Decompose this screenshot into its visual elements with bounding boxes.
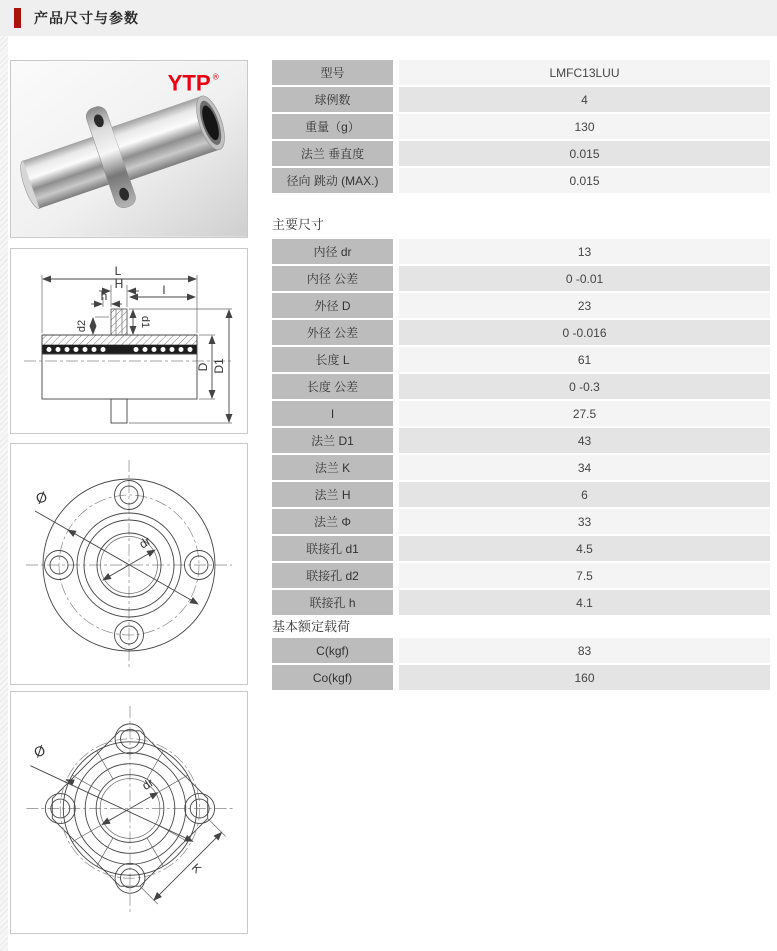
dim-flange-bolt-circle: Ø xyxy=(31,741,48,761)
row-value: 160 xyxy=(399,665,770,690)
table-row xyxy=(272,455,770,480)
row-value: 34 xyxy=(399,455,770,480)
row-value: 7.5 xyxy=(399,563,770,588)
rated-load-table xyxy=(272,638,770,692)
brand-reg-mark: ® xyxy=(212,72,219,82)
table-row xyxy=(272,141,770,166)
dim-d2: d2 xyxy=(76,319,88,333)
row-label: Co(kgf) xyxy=(272,665,393,690)
main-dimensions-table xyxy=(272,239,770,617)
row-value: LMFC13LUU xyxy=(399,60,770,85)
row-value: 0 -0.016 xyxy=(399,320,770,345)
table-row xyxy=(272,114,770,139)
row-value: 4.5 xyxy=(399,536,770,561)
row-label: 重量（g） xyxy=(272,114,393,139)
row-label: 长度 公差 xyxy=(272,374,393,399)
row-label: 外径 D xyxy=(272,293,393,318)
table-row xyxy=(272,239,770,264)
table-row xyxy=(272,482,770,507)
dim-h: h xyxy=(100,289,108,303)
row-label: 法兰 K xyxy=(272,455,393,480)
table-row xyxy=(272,266,770,291)
row-label: 球例数 xyxy=(272,87,393,112)
row-label: 径向 跳动 (MAX.) xyxy=(272,168,393,193)
row-value: 0.015 xyxy=(399,141,770,166)
product-photo-panel xyxy=(10,60,248,238)
row-label: 内径 公差 xyxy=(272,266,393,291)
row-value: 4 xyxy=(399,87,770,112)
row-label: 内径 dr xyxy=(272,239,393,264)
row-value: 27.5 xyxy=(399,401,770,426)
row-label: 型号 xyxy=(272,60,393,85)
dim-H: H xyxy=(114,277,124,291)
dim-D1: D1 xyxy=(212,358,226,374)
table-row xyxy=(272,293,770,318)
row-value: 0 -0.01 xyxy=(399,266,770,291)
dim-flange-bolt-circle: Ø xyxy=(33,488,50,507)
table-row xyxy=(272,638,770,663)
square-flange-drawing xyxy=(11,692,247,933)
row-value: 13 xyxy=(399,239,770,264)
row-value: 4.1 xyxy=(399,590,770,615)
row-value: 33 xyxy=(399,509,770,534)
rated-load-heading: 基本额定载荷 xyxy=(272,619,351,634)
table-row xyxy=(272,60,770,85)
round-flange-drawing-panel xyxy=(10,443,248,685)
page-header xyxy=(0,0,777,36)
main-dimensions-heading: 主要尺寸 xyxy=(272,217,325,232)
dim-D: D xyxy=(196,362,210,372)
basic-spec-table xyxy=(272,60,770,195)
page-margin-hatch xyxy=(0,0,8,951)
dim-l: l xyxy=(162,283,166,297)
row-value: 130 xyxy=(399,114,770,139)
row-value: 43 xyxy=(399,428,770,453)
row-label: 联接孔 h xyxy=(272,590,393,615)
row-label: I xyxy=(272,401,393,426)
table-row xyxy=(272,536,770,561)
row-value: 0 -0.3 xyxy=(399,374,770,399)
row-label: 法兰 H xyxy=(272,482,393,507)
table-row xyxy=(272,428,770,453)
brand-logo: YTP xyxy=(167,70,211,96)
product-photo xyxy=(11,61,247,237)
square-flange-drawing-panel xyxy=(10,691,248,934)
row-label: 法兰 垂直度 xyxy=(272,141,393,166)
dim-d1: d1 xyxy=(139,315,151,329)
table-row xyxy=(272,374,770,399)
row-value: 23 xyxy=(399,293,770,318)
row-value: 83 xyxy=(399,638,770,663)
row-value: 6 xyxy=(399,482,770,507)
row-label: 联接孔 d2 xyxy=(272,563,393,588)
page-title: 产品尺寸与参数 xyxy=(34,10,139,26)
row-label: C(kgf) xyxy=(272,638,393,663)
row-label: 外径 公差 xyxy=(272,320,393,345)
table-row xyxy=(272,590,770,615)
dim-K: K xyxy=(188,860,205,877)
section-drawing-panel xyxy=(10,248,248,434)
table-row xyxy=(272,563,770,588)
row-label: 法兰 D1 xyxy=(272,428,393,453)
table-row xyxy=(272,87,770,112)
round-flange-drawing xyxy=(11,444,247,684)
section-drawing xyxy=(11,249,247,433)
dim-dr: dr xyxy=(139,775,157,793)
dim-dr: dr xyxy=(136,533,154,552)
table-row xyxy=(272,665,770,690)
table-row xyxy=(272,168,770,193)
table-row xyxy=(272,320,770,345)
table-row xyxy=(272,347,770,372)
red-accent-bar xyxy=(14,8,21,28)
row-label: 联接孔 d1 xyxy=(272,536,393,561)
row-label: 法兰 Φ xyxy=(272,509,393,534)
row-label: 长度 L xyxy=(272,347,393,372)
row-value: 0.015 xyxy=(399,168,770,193)
row-value: 61 xyxy=(399,347,770,372)
table-row xyxy=(272,401,770,426)
table-row xyxy=(272,509,770,534)
dim-L: L xyxy=(114,264,122,278)
